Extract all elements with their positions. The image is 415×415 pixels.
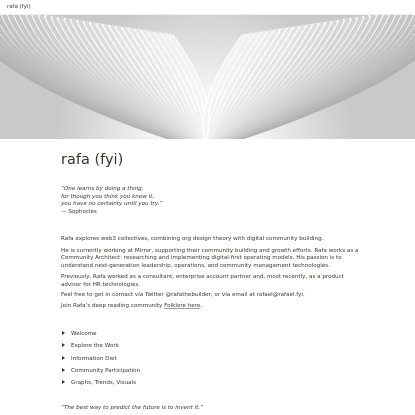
toggle-explore-the-work[interactable] — [61, 340, 140, 352]
bio-section — [61, 236, 361, 310]
page-title: rafa (fyi) — [61, 152, 124, 168]
toggle-graphs-trends-visuals[interactable] — [61, 377, 140, 389]
triangle-right-icon[interactable] — [62, 380, 65, 384]
triangle-right-icon[interactable] — [62, 343, 65, 347]
toggle-label: Graphs, Trends, Visuals — [71, 380, 137, 387]
toggle-welcome[interactable] — [61, 328, 140, 340]
browser-page-title — [0, 0, 415, 15]
toggle-label: Welcome — [71, 331, 97, 337]
bio-paragraph: Previously, Rafa worked as a consultant, enterprise account partner and, most recently, as a product advisor for HR technologies. — [61, 274, 344, 288]
toggle-label: Community Participation — [71, 367, 141, 374]
toggle-label: Information Diet — [71, 355, 117, 362]
quote-line: for though you think you know it, — [61, 193, 155, 200]
topbar-title: rafa (fyi) — [7, 4, 31, 10]
contact-paragraph: Feel free to get in contact via Twitter @rafathebuilder, or via email at rafael@rafael.fyi. — [61, 292, 305, 298]
folklore-prefix: Join Rafa’s deep reading community — [61, 302, 165, 309]
bio-paragraph: Rafa explores web3 collectives, combining org design theory with digital community building. — [61, 236, 324, 242]
sophocles-quote — [61, 186, 162, 216]
bio-paragraph: He is currently working at Mirror, supporting their community building and growth efforts. Rafa works as a Community Architect: researching and implementing digital-first operating models. His passion is to understand next-generation leadership, operations, and community management technologies. — [61, 247, 359, 269]
quote-line: you have no certainty until you try.” — [61, 201, 163, 208]
folklore-link[interactable]: Folklore here — [164, 302, 201, 309]
cover-image — [0, 15, 415, 139]
quote-line: “One learns by doing a thing; — [61, 186, 144, 192]
toggle-information-diet[interactable] — [61, 353, 140, 365]
triangle-right-icon[interactable] — [62, 368, 65, 372]
folklore-suffix: . — [200, 302, 203, 309]
triangle-right-icon[interactable] — [62, 331, 65, 335]
footer-quote: “The best way to predict the future is to invent it.” — [61, 405, 204, 411]
toggle-list — [61, 328, 140, 389]
quote-author: — Sophocles — [61, 208, 97, 215]
toggle-label: Explore the Work — [71, 343, 119, 350]
toggle-community-participation[interactable] — [61, 365, 140, 377]
folklore-paragraph — [61, 303, 361, 311]
triangle-right-icon[interactable] — [62, 356, 65, 360]
